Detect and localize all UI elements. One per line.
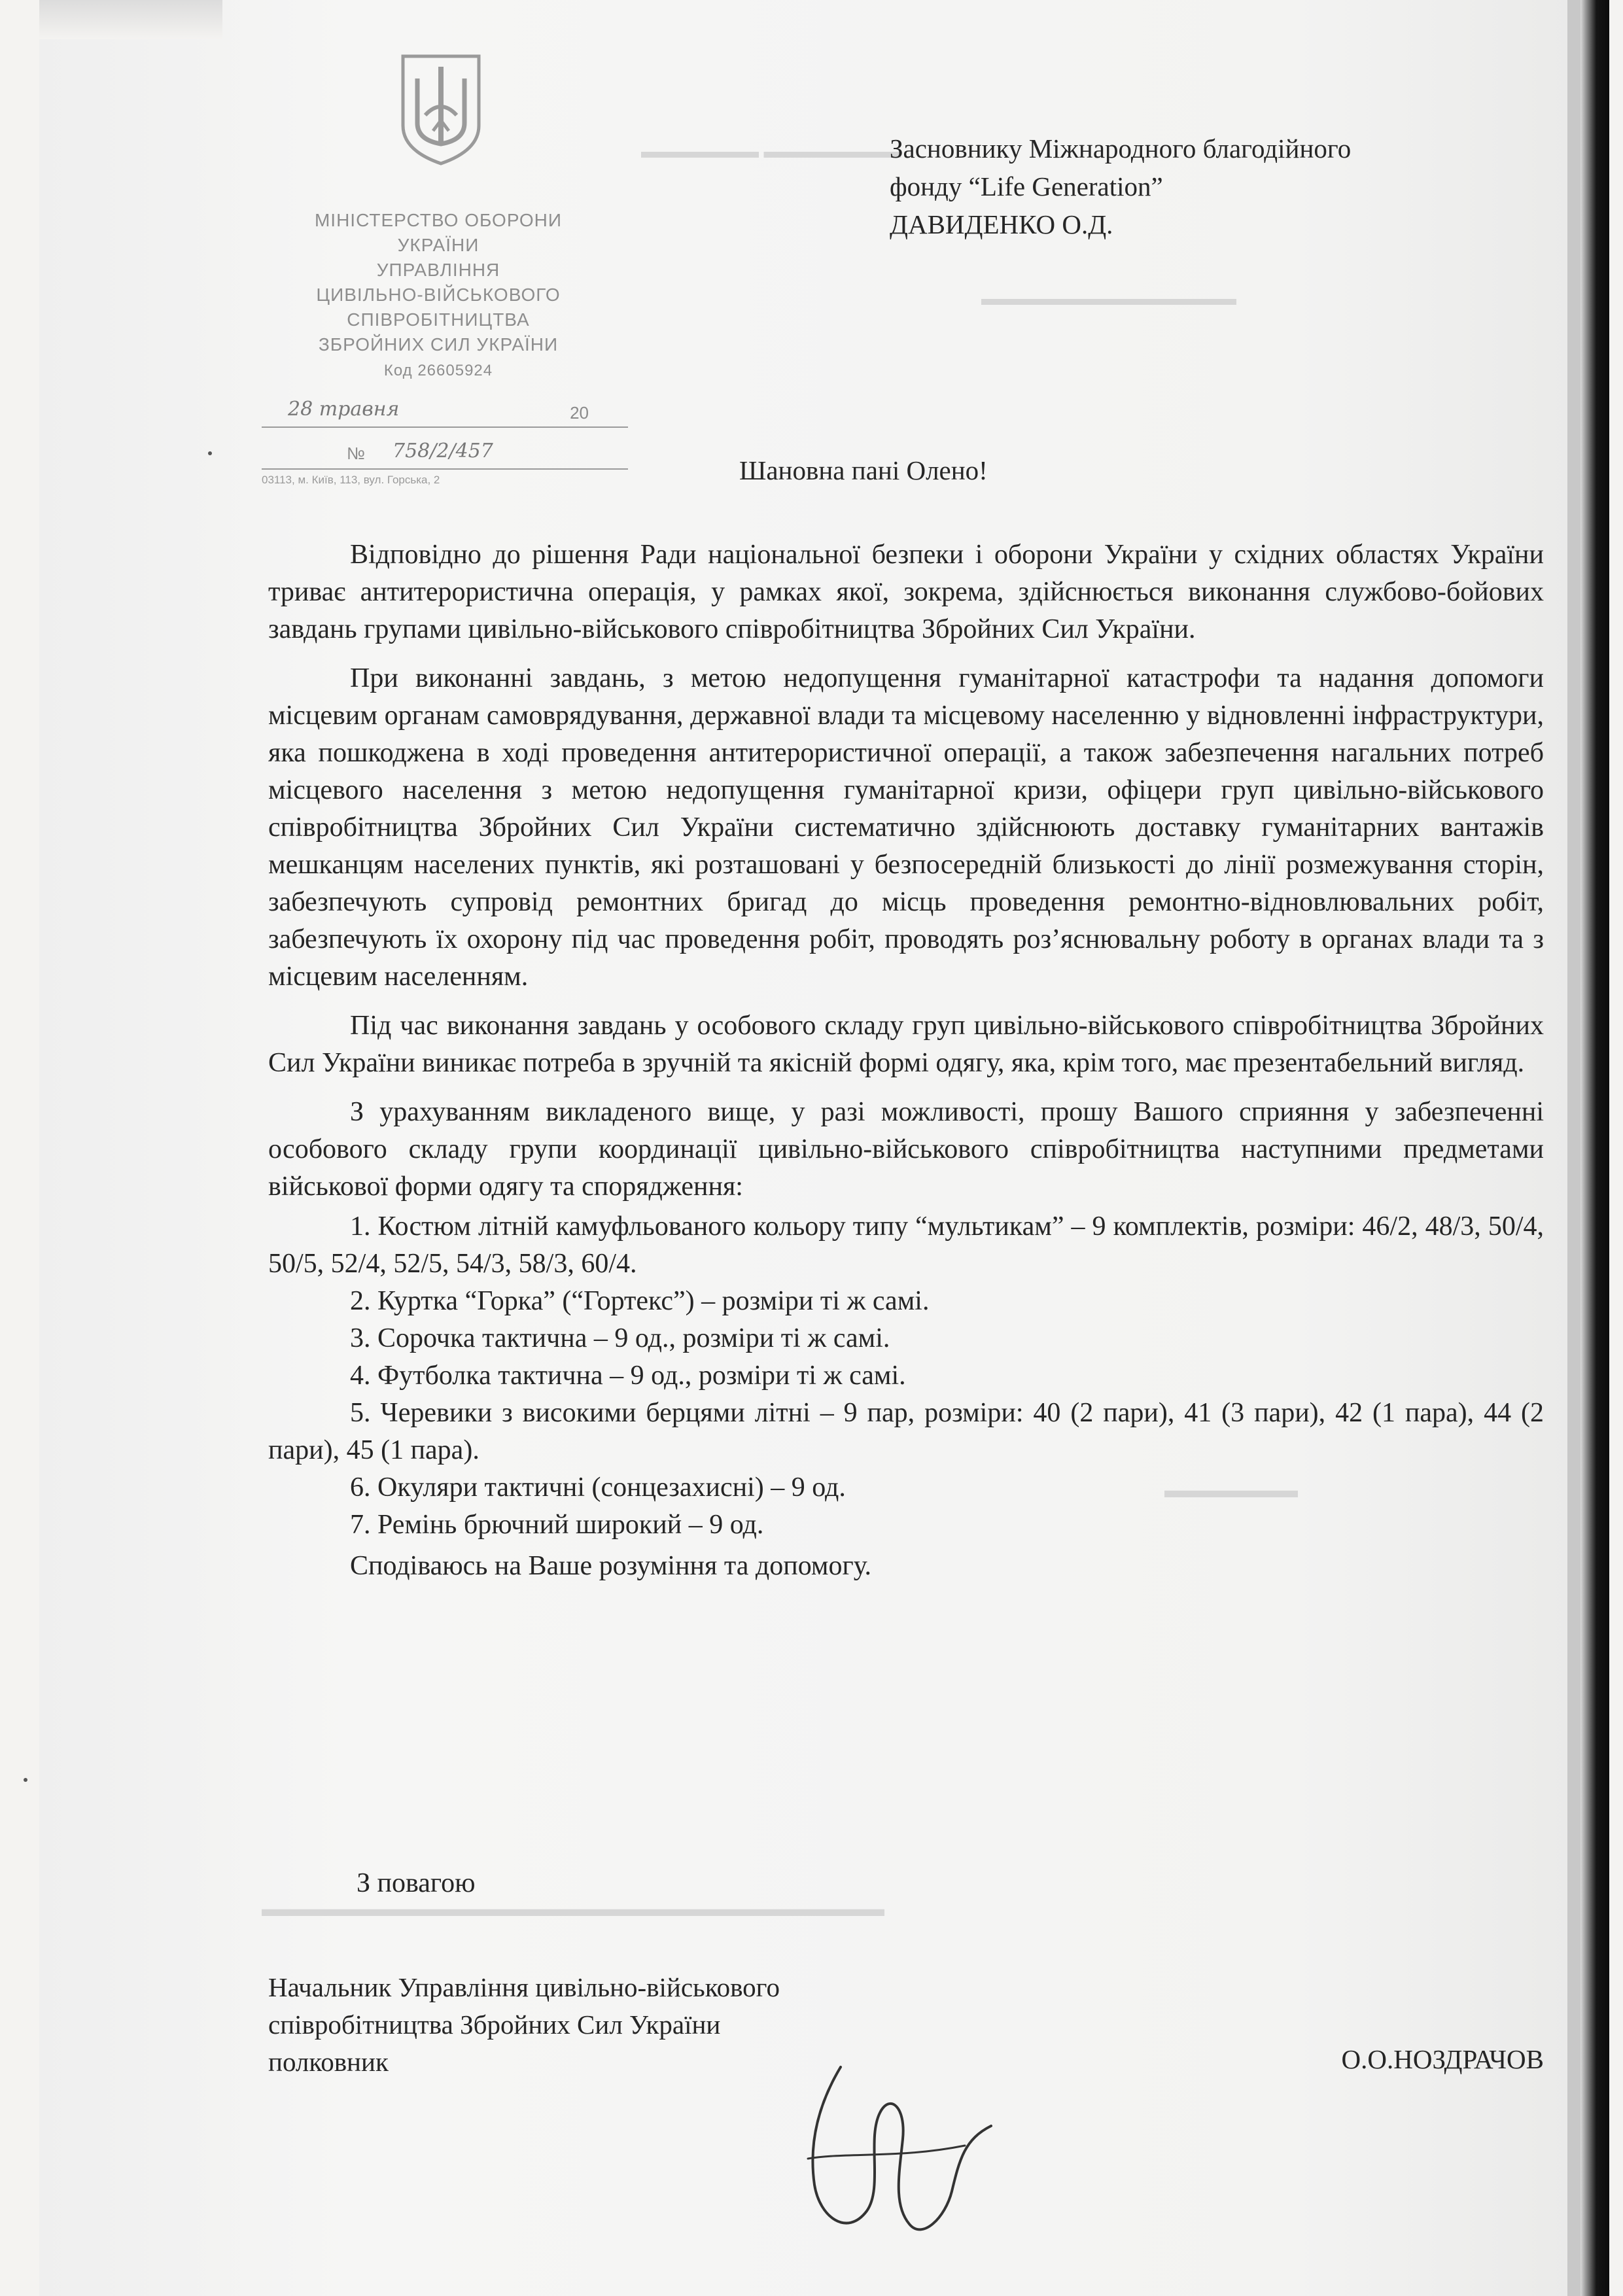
request-item: 6. Окуляри тактичні (сонцезахисні) – 9 од. xyxy=(350,1472,846,1503)
handwritten-signature xyxy=(769,2061,1004,2257)
coat-of-arms-icon xyxy=(398,52,484,166)
request-item: 7. Ремінь брючний широкий – 9 од. xyxy=(350,1510,764,1540)
scan-speck xyxy=(208,451,212,455)
ministry-address: 03113, м. Київ, 113, вул. Горська, 2 xyxy=(262,474,440,486)
scan-edge xyxy=(1567,0,1580,2296)
ministry-line: МІНІСТЕРСТВО ОБОРОНИ xyxy=(314,210,563,230)
signatory-position-line: Начальник Управління цивільно-військового xyxy=(268,1972,780,2002)
number-line xyxy=(262,438,628,470)
addressee-line: Засновнику Міжнародного благодійного xyxy=(890,133,1352,164)
body-paragraph: Під час виконання завдань у особового складу груп цивільно-військового співробітництва Збройних Сил України виникає потреба в зручній та якісній формі одягу, яка, крім того, має презентабельний вигляд. xyxy=(268,1011,1544,1078)
date-line xyxy=(262,400,628,428)
ministry-line: УКРАЇНИ xyxy=(397,235,480,255)
bleed-through: ▬▬▬▬▬▬ ▬▬▬▬▬▬▬ xyxy=(641,141,901,162)
ministry-line: СПІВРОБІТНИЦТВА xyxy=(347,309,530,330)
year-label: 20 xyxy=(570,403,589,423)
regards: З повагою xyxy=(357,1868,476,1898)
request-item: 2. Куртка “Горка” (“Гортекс”) – розміри ті ж самі. xyxy=(350,1286,930,1316)
ministry-line: УПРАВЛІННЯ xyxy=(376,260,500,280)
outgoing-registration xyxy=(262,400,628,487)
handwritten-number: 758/2/457 xyxy=(393,440,493,462)
handwritten-date: 28 травня xyxy=(288,398,400,421)
bleed-through: ▬▬▬▬▬▬▬▬▬▬▬▬▬▬▬▬▬▬▬▬▬▬▬▬▬▬▬▬ xyxy=(262,1897,884,1921)
bleed-through: ▬▬▬▬▬▬ xyxy=(1164,1478,1298,1503)
signatory-name: О.О.НОЗДРАЧОВ xyxy=(1341,2044,1544,2074)
addressee-line: фонду “Life Generation” xyxy=(890,171,1163,201)
request-item: 5. Черевики з високими берцями літні – 9 пар, розміри: 40 (2 пари), 41 (3 пари), 42 (1 пара), 44 (2 пари), 45 (1 пара). xyxy=(268,1398,1544,1465)
number-prefix: № xyxy=(347,444,365,463)
ministry-line: ЦИВІЛЬНО-ВІЙСЬКОВОГО xyxy=(316,285,561,305)
body-paragraph: При виконанні завдань, з метою недопущення гуманітарної катастрофи та надання допомоги місцевим органам самоврядування, державної влади та місцевому населенню у відновленні інфраструктури, яка пошкоджена в ході проведення антитерористичної операції, а також забезпечення нагальних потреб місцевого населення з метою недопущення гуманітарної кризи, офіцери груп цивільно-військового співробітництва Збройних Сил України систематично здійснюють доставку гуманітарних вантажів мешканцям населених пунктів, які розташовані у безпосередній близькості до лінії розмежування сторін, забезпечують супровід ремонтних бригад до місць проведення ремонтно-відновлювальних робіт, забезпечують їх охорону під час проведення робіт, проводять роз’яснювальну роботу в органах влади та з місцевим населенням. xyxy=(268,663,1544,992)
scan-shadow xyxy=(39,0,222,39)
letter-body xyxy=(268,536,1544,1585)
body-paragraph: З урахуванням викладеного вище, у разі можливості, прошу Вашого сприяння у забезпеченні особового складу групи координації цивільно-військового співробітництва наступними предметами військової форми одягу та спорядження: xyxy=(268,1097,1544,1202)
body-paragraph: Відповідно до рішення Ради національної безпеки і оборони України у східних областях України триває антитерористична операція, у рамках якої, зокрема, здійснюється виконання службово-бойових завдань групами цивільно-військового співробітництва Збройних Сил України. xyxy=(268,540,1544,644)
signatory-rank: полковник xyxy=(268,2047,389,2077)
signatory-position-line: співробітництва Збройних Сил України xyxy=(268,2009,721,2040)
organization-code: Код 26605924 xyxy=(383,362,493,379)
scan-border xyxy=(1580,0,1609,2296)
request-item: 4. Футболка тактична – 9 од., розміри ті ж самі. xyxy=(350,1361,906,1391)
request-item: 1. Костюм літній камуфльованого кольору типу “мультикам” – 9 комплектів, розміри: 46/2, 48/3, 50/4, 50/5, 52/4, 52/5, 54/3, 58/3, 60/4. xyxy=(268,1211,1544,1279)
ministry-letterhead xyxy=(262,208,615,383)
addressee-line: ДАВИДЕНКО О.Д. xyxy=(890,209,1113,239)
bleed-through: ▬▬▬▬▬▬▬▬▬▬▬▬▬ xyxy=(981,288,1236,309)
greeting: Шановна пані Олено! xyxy=(739,455,988,485)
scan-speck xyxy=(24,1778,27,1782)
addressee-block xyxy=(890,130,1544,243)
closing-sentence: Сподіваюсь на Ваше розуміння та допомогу. xyxy=(350,1551,871,1581)
request-item: 3. Сорочка тактична – 9 од., розміри ті ж самі. xyxy=(350,1323,890,1353)
ministry-line: ЗБРОЙНИХ СИЛ УКРАЇНИ xyxy=(318,334,559,355)
